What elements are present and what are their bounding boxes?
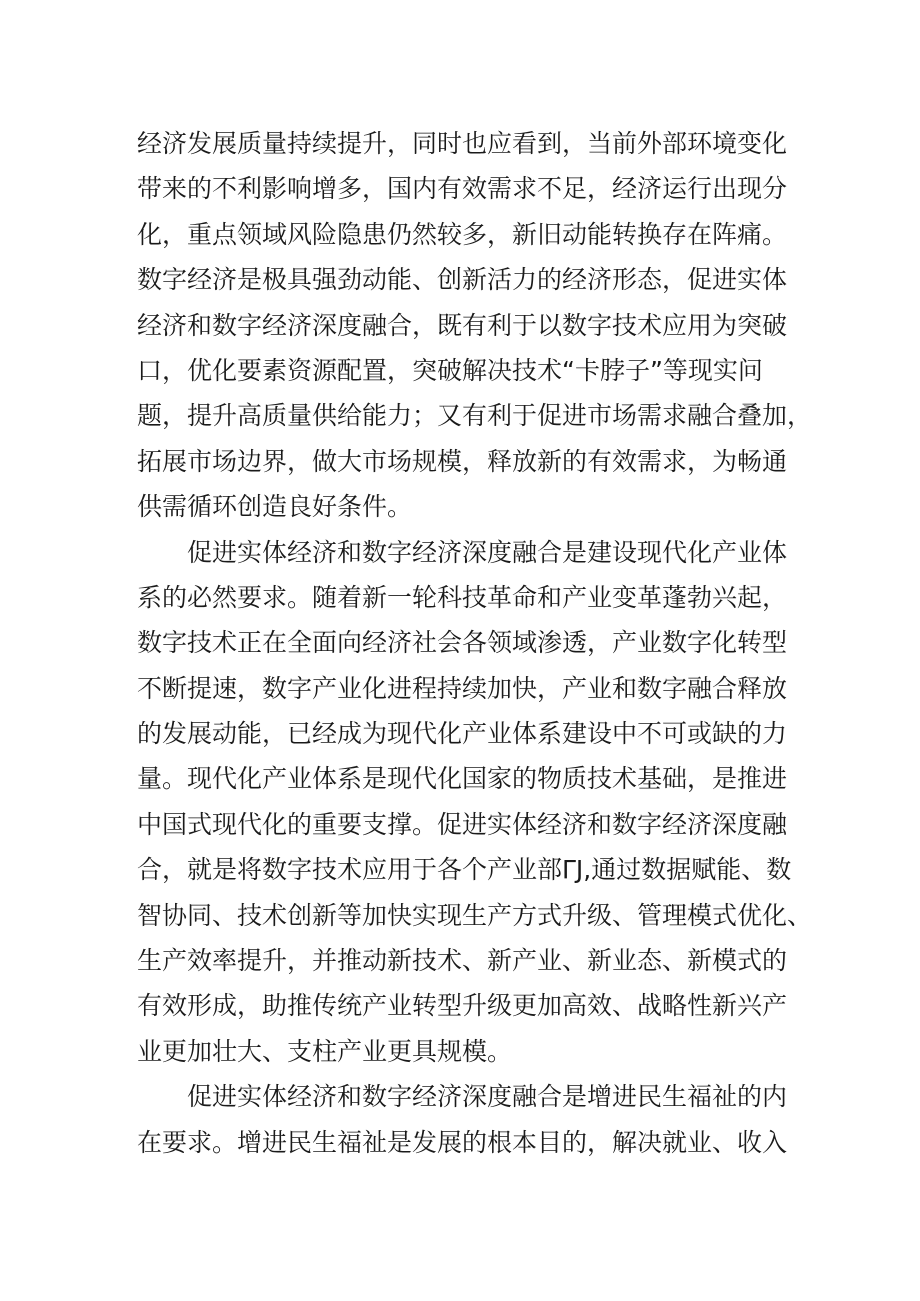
paragraph-line: 经济发展质量持续提升，同时也应看到，当前外部环境变化 [137, 129, 788, 158]
paragraph-line: 合，就是将数字技术应用于各个产业部ΓJ,通过数据赋能、数 [137, 855, 792, 885]
paragraph-line: 有效形成，助推传统产业转型升级更加高效、战略性新兴产 [137, 991, 788, 1021]
paragraph-first-line: 促进实体经济和数字经济深度融合是增进民生福祉的内 [187, 1082, 788, 1112]
paragraph-first-line: 促进实体经济和数字经济深度融合是建设现代化产业体 [187, 537, 788, 567]
paragraph-line: 经济和数字经济深度融合，既有利于以数字技术应用为突破 [137, 310, 788, 340]
paragraph-line: 的发展动能，已经成为现代化产业体系建设中不可或缺的力 [137, 719, 788, 749]
paragraph-line: 量。现代化产业体系是现代化国家的物质技术基础，是推进 [137, 764, 788, 794]
paragraph-line: 系的必然要求。随着新一轮科技革命和产业变革蓬勃兴起， [137, 582, 788, 612]
paragraph-line: 化，重点领域风险隐患仍然较多，新旧动能转换存在阵痛。 [137, 219, 788, 249]
paragraph-line: 供需循环创造良好条件。 [137, 492, 413, 522]
paragraph-line: 口，优化要素资源配置，突破解决技术“卡脖子”等现实问 [137, 355, 763, 385]
paragraph-line: 智协同、技术创新等加快实现生产方式升级、管理模式优化、 [137, 900, 813, 930]
paragraph-line: 拓展市场边界，做大市场规模，释放新的有效需求，为畅通 [137, 446, 788, 476]
paragraph-line: 数字经济是极具强劲动能、创新活力的经济形态，促进实体 [137, 265, 788, 295]
paragraph-line: 数字技术正在全面向经济社会各领域渗透，产业数字化转型 [137, 628, 788, 658]
paragraph-line: 生产效率提升，并推动新技术、新产业、新业态、新模式的 [137, 946, 788, 976]
document-body [137, 121, 813, 1165]
paragraph-line: 带来的不利影响增多，国内有效需求不足，经济运行出现分 [137, 174, 788, 204]
paragraph-line: 不断提速，数字产业化进程持续加快，产业和数字融合释放 [137, 673, 788, 703]
paragraph-line: 中国式现代化的重要支撑。促进实体经济和数字经济深度融 [137, 809, 788, 839]
paragraph-line: 题，提升高质量供给能力；又有利于促进市场需求融合叠加， [137, 401, 813, 431]
paragraph-line: 在要求。增进民生福祉是发展的根本目的，解决就业、收入 [137, 1127, 788, 1157]
paragraph-line: 业更加壮大、支柱产业更具规模。 [137, 1036, 513, 1066]
